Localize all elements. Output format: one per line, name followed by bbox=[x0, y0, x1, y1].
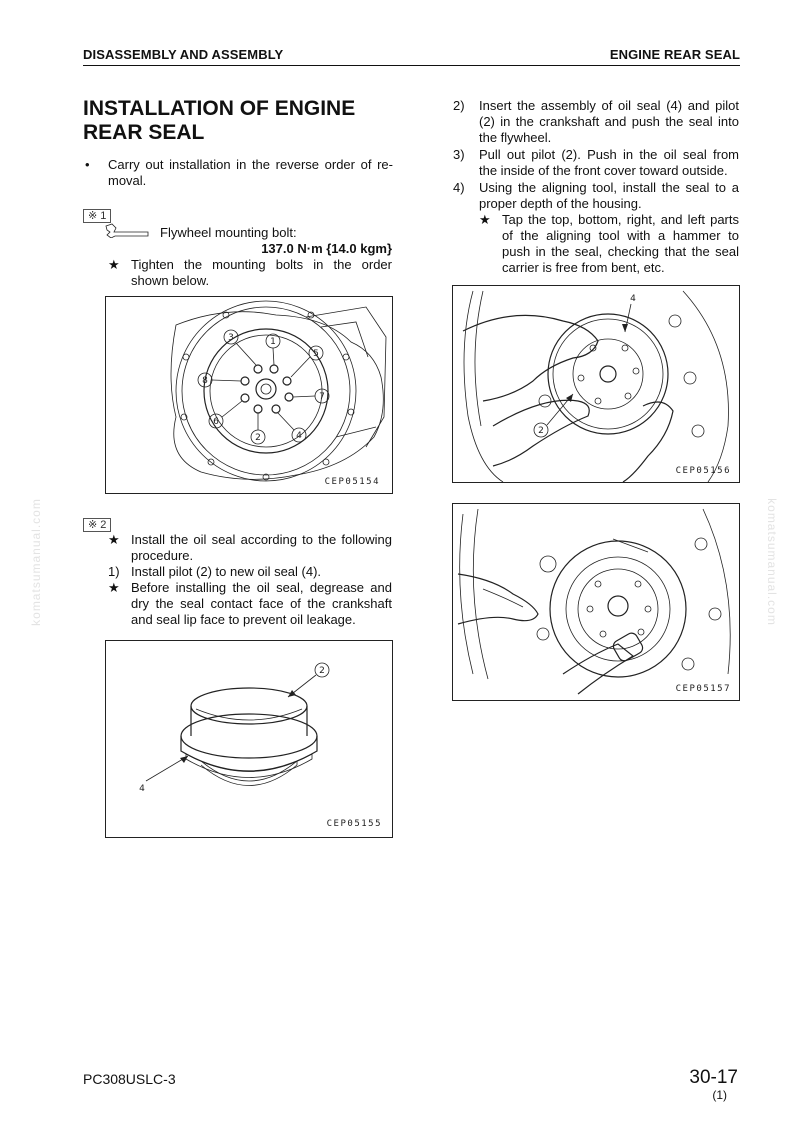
right-item3-line1: Pull out pilot (2). Push in the oil seal from bbox=[479, 147, 739, 162]
step1-note-line-1: Tighten the mounting bolts in the order bbox=[131, 257, 392, 272]
wrench-icon bbox=[104, 222, 152, 238]
step1-star: ★ bbox=[108, 257, 120, 272]
right-item4-marker: 4) bbox=[453, 180, 465, 195]
right-star-line3: push in the seal, checking that the seal bbox=[502, 244, 739, 259]
step2-item1-line1: Install the oil seal according to the following bbox=[131, 532, 392, 547]
right-item2-marker: 2) bbox=[453, 98, 465, 113]
right-item4-line1: Using the aligning tool, install the seal to a bbox=[479, 180, 739, 195]
right-star-marker: ★ bbox=[479, 212, 491, 227]
fig1-code: CEP05154 bbox=[324, 477, 380, 487]
step2-item3-marker: ★ bbox=[108, 580, 120, 595]
figure-push-seal bbox=[452, 285, 740, 483]
intro-bullet: • bbox=[85, 157, 90, 172]
step2-item1-line2: procedure. bbox=[131, 548, 194, 563]
right-item2-line1: Insert the assembly of oil seal (4) and pilot bbox=[479, 98, 739, 113]
step1-note-line-2: shown below. bbox=[131, 273, 210, 288]
right-item3-line2: the inside of the front cover toward outside. bbox=[479, 163, 728, 178]
step2-mark: ※ 2 bbox=[83, 518, 111, 532]
step2-item1-marker: ★ bbox=[108, 532, 120, 547]
step2-item3-line2: dry the seal contact face of the crankshaft bbox=[131, 596, 392, 611]
step2-item2-marker: 1) bbox=[108, 564, 120, 579]
figure-hammer-tool bbox=[452, 503, 740, 701]
step1-label: Flywheel mounting bolt: bbox=[160, 225, 297, 240]
right-star-line4: carrier is free from bent, etc. bbox=[502, 260, 665, 275]
step1-torque: 137.0 N·m {14.0 kgm} bbox=[261, 241, 392, 256]
title-line-2: REAR SEAL bbox=[83, 121, 205, 144]
figure-oil-seal bbox=[105, 640, 393, 838]
fig3-callout-2: 2 bbox=[538, 426, 544, 436]
fig4-code: CEP05157 bbox=[675, 684, 731, 694]
fig1-callout-5: 5 bbox=[313, 349, 319, 359]
page-title bbox=[83, 97, 403, 145]
right-item4-line2: proper depth of the housing. bbox=[479, 196, 642, 211]
header-section-title: DISASSEMBLY AND ASSEMBLY bbox=[83, 47, 284, 62]
right-item2-line3: the flywheel. bbox=[479, 130, 552, 145]
step2-item2-line1: Install pilot (2) to new oil seal (4). bbox=[131, 564, 322, 579]
intro-line-1: Carry out installation in the reverse order of re- bbox=[108, 157, 393, 172]
footer-revision: (1) bbox=[712, 1088, 727, 1102]
fig1-callout-6: 6 bbox=[213, 417, 219, 427]
footer-page-number: 30-17 bbox=[689, 1067, 738, 1088]
fig3-callout-4: 4 bbox=[630, 294, 636, 304]
fig1-callout-3: 3 bbox=[228, 333, 234, 343]
intro-line-2: moval. bbox=[108, 173, 147, 188]
fig1-callout-8: 8 bbox=[202, 376, 208, 386]
fig2-callout-4: 4 bbox=[139, 784, 145, 794]
step1-mark: ※ 1 bbox=[83, 209, 111, 223]
fig2-code: CEP05155 bbox=[326, 819, 382, 829]
right-star-line2: of the aligning tool with a hammer to bbox=[502, 228, 739, 243]
step2-item3-line1: Before installing the oil seal, degrease and bbox=[131, 580, 392, 595]
fig1-callout-2: 2 bbox=[255, 433, 261, 443]
fig1-callout-4: 4 bbox=[296, 431, 302, 441]
fig3-code: CEP05156 bbox=[675, 466, 731, 476]
title-line-1: INSTALLATION OF ENGINE bbox=[83, 97, 356, 120]
figure-flywheel-bolts bbox=[105, 296, 393, 494]
fig2-callout-2: 2 bbox=[319, 666, 325, 676]
header-topic-title: ENGINE REAR SEAL bbox=[609, 47, 740, 62]
right-item2-line2: (2) in the crankshaft and push the seal into bbox=[479, 114, 739, 129]
watermark-right: komatsumanual.com bbox=[764, 498, 779, 626]
step2-item3-line3: and seal lip face to prevent oil leakage. bbox=[131, 612, 356, 627]
header-rule bbox=[83, 65, 740, 66]
footer-model: PC308USLC-3 bbox=[83, 1071, 176, 1087]
watermark-left: komatsumanual.com bbox=[28, 498, 43, 626]
fig1-callout-1: 1 bbox=[270, 337, 276, 347]
right-item3-marker: 3) bbox=[453, 147, 465, 162]
right-star-line1: Tap the top, bottom, right, and left parts bbox=[502, 212, 739, 227]
fig1-callout-7: 7 bbox=[319, 392, 325, 402]
